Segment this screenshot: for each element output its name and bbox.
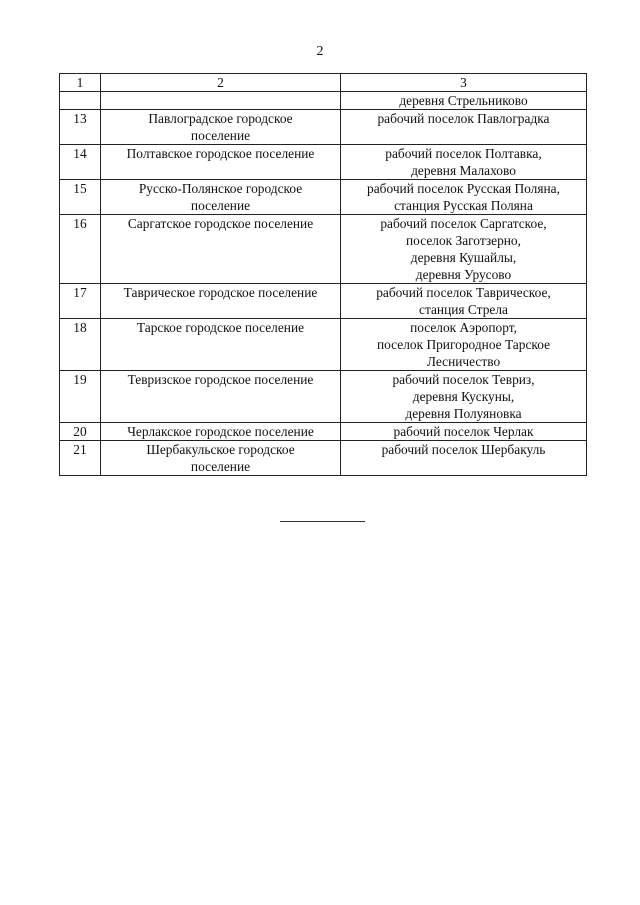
row-number-cell: 14 bbox=[60, 145, 101, 180]
settlement-name-cell bbox=[101, 215, 341, 284]
table-row bbox=[60, 110, 587, 145]
table-row bbox=[60, 215, 587, 284]
locality-line: деревня Кускуны, bbox=[412, 389, 515, 404]
localities-cell bbox=[341, 441, 587, 476]
table-row bbox=[60, 319, 587, 371]
settlement-name-cell bbox=[101, 92, 341, 110]
localities-cell bbox=[341, 423, 587, 441]
table-row bbox=[60, 441, 587, 476]
locality-line: рабочий поселок Шербакуль bbox=[381, 442, 546, 457]
column-header-2: 2 bbox=[101, 74, 341, 92]
settlement-name-cell bbox=[101, 319, 341, 371]
localities-cell bbox=[341, 180, 587, 215]
locality-line: рабочий поселок Павлоградка bbox=[377, 111, 550, 126]
localities-cell bbox=[341, 145, 587, 180]
row-number-cell: 17 bbox=[60, 284, 101, 319]
column-header-1: 1 bbox=[60, 74, 101, 92]
settlement-name-line: Шербакульское городское bbox=[146, 442, 295, 457]
column-header-3: 3 bbox=[341, 74, 587, 92]
table-row bbox=[60, 371, 587, 423]
locality-line: поселок Пригородное Тарское bbox=[376, 337, 551, 352]
settlement-name-cell bbox=[101, 423, 341, 441]
table-header-row bbox=[60, 74, 587, 92]
table-row bbox=[60, 92, 587, 110]
settlement-name-line: поселение bbox=[190, 459, 251, 474]
locality-line: деревня Кушайлы, bbox=[410, 250, 517, 265]
row-number-cell: 20 bbox=[60, 423, 101, 441]
settlement-name-line: Черлакское городское поселение bbox=[127, 424, 314, 439]
settlement-name-line: Павлоградское городское bbox=[148, 111, 293, 126]
locality-line: станция Стрела bbox=[419, 302, 508, 317]
locality-line: рабочий поселок Таврическое, bbox=[376, 285, 551, 300]
table-row bbox=[60, 180, 587, 215]
settlement-name-cell bbox=[101, 371, 341, 423]
locality-line: рабочий поселок Черлак bbox=[393, 424, 534, 439]
row-number-cell: 15 bbox=[60, 180, 101, 215]
settlement-name-cell bbox=[101, 110, 341, 145]
localities-cell bbox=[341, 319, 587, 371]
localities-cell bbox=[341, 371, 587, 423]
locality-line: станция Русская Поляна bbox=[394, 198, 533, 213]
settlement-name-cell bbox=[101, 180, 341, 215]
locality-line: поселок Аэропорт, bbox=[410, 320, 517, 335]
settlement-name-line: Тевризское городское поселение bbox=[127, 372, 314, 387]
settlements-table bbox=[59, 73, 587, 476]
localities-cell bbox=[341, 92, 587, 110]
locality-line: рабочий поселок Тевриз, bbox=[392, 372, 535, 387]
table-row bbox=[60, 423, 587, 441]
locality-line: деревня Малахово bbox=[411, 163, 516, 178]
locality-line: деревня Стрельниково bbox=[399, 93, 528, 108]
table-row bbox=[60, 284, 587, 319]
settlement-name-cell bbox=[101, 145, 341, 180]
settlement-name-line: поселение bbox=[190, 128, 251, 143]
table-row bbox=[60, 145, 587, 180]
locality-line: деревня Полуяновка bbox=[405, 406, 522, 421]
localities-cell bbox=[341, 215, 587, 284]
page-number: 2 bbox=[316, 44, 324, 59]
locality-line: рабочий поселок Саргатское, bbox=[380, 216, 547, 231]
locality-line: рабочий поселок Полтавка, bbox=[385, 146, 542, 161]
row-number-cell: 21 bbox=[60, 441, 101, 476]
settlement-name-line: Полтавское городское поселение bbox=[126, 146, 315, 161]
settlement-name-cell bbox=[101, 441, 341, 476]
localities-cell bbox=[341, 110, 587, 145]
settlement-name-cell bbox=[101, 284, 341, 319]
locality-line: рабочий поселок Русская Поляна, bbox=[367, 181, 560, 196]
settlement-name-line: Русско-Полянское городское bbox=[138, 181, 303, 196]
row-number-cell: 19 bbox=[60, 371, 101, 423]
row-number-cell bbox=[60, 92, 101, 110]
row-number-cell: 16 bbox=[60, 215, 101, 284]
end-of-document-rule bbox=[280, 521, 365, 522]
locality-line: деревня Урусово bbox=[415, 267, 512, 282]
settlement-name-line: Саргатское городское поселение bbox=[127, 216, 314, 231]
settlement-name-line: Таврическое городское поселение bbox=[123, 285, 318, 300]
settlement-name-line: поселение bbox=[190, 198, 251, 213]
localities-cell bbox=[341, 284, 587, 319]
locality-line: Лесничество bbox=[426, 354, 501, 369]
settlement-name-line: Тарское городское поселение bbox=[136, 320, 305, 335]
table-body bbox=[60, 74, 587, 476]
row-number-cell: 18 bbox=[60, 319, 101, 371]
row-number-cell: 13 bbox=[60, 110, 101, 145]
locality-line: поселок Заготзерно, bbox=[406, 233, 521, 248]
